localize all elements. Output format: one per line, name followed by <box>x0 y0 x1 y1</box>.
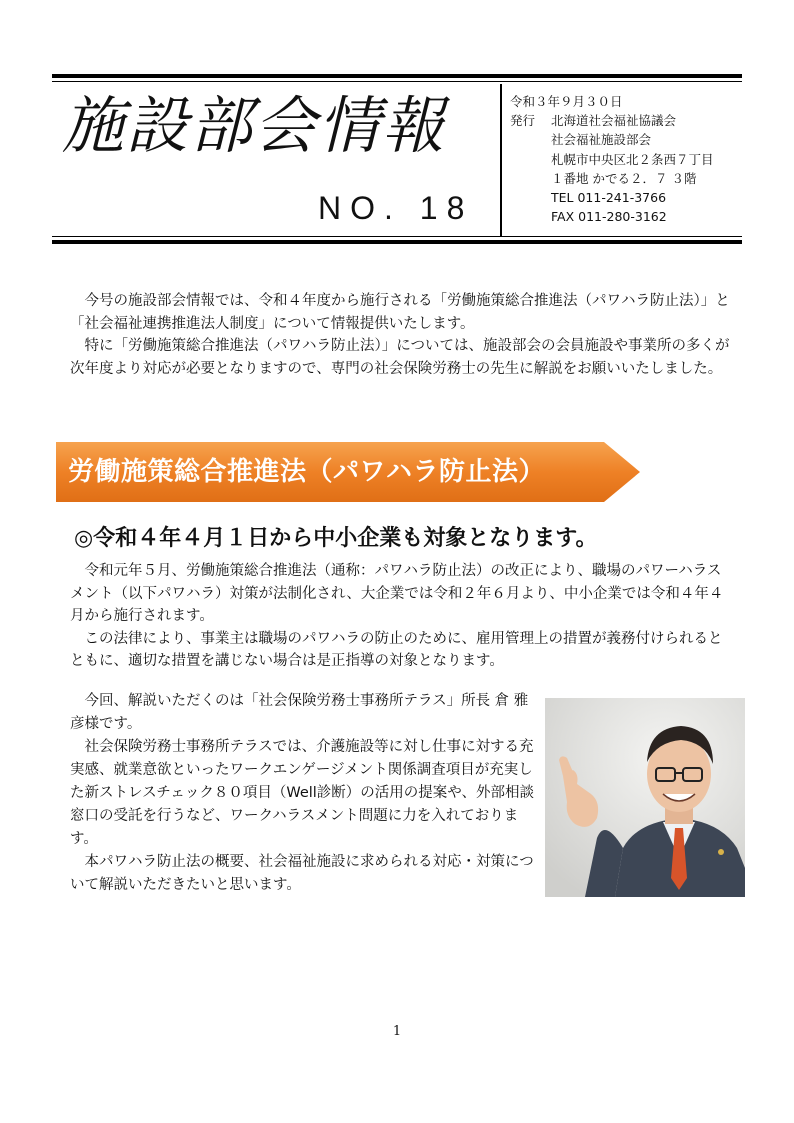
lead-paragraph: 特に「労働施策総合推進法（パワハラ防止法）」については、施設部会の会員施設や事業所の多くが次年度より対応が必要となりますので、専門の社会保険労務士の先生に解説をお願いいたしました。 <box>70 338 730 377</box>
publisher-line-1 <box>510 111 714 130</box>
publisher-tel: TEL 011-241-3766 <box>551 190 667 206</box>
page-number: 1 <box>392 1024 402 1039</box>
publisher-block <box>510 92 714 226</box>
speaker-intro <box>70 690 540 897</box>
speaker-photo <box>545 698 745 897</box>
intro-paragraph: 社会保険労務士事務所テラスでは、介護施設等に対し仕事に対する充実感、就業意欲といったワークエンゲージメント関係調査項目が充実した新ストレスチェック８０項目（Well診断）の活用の提案や、外部相談窓口の受託を行うなど、ワークハラスメント問題に力を入れております。 <box>70 739 535 847</box>
intro-paragraph: 本パワハラ防止法の概要、社会福祉施設に求められる対応・対策について解説いただきたいと思います。 <box>70 854 534 893</box>
intro-paragraph: 今回、解説いただくのは「社会保険労務士事務所テラス」所長 倉 雅彦様です。 <box>70 693 529 732</box>
publisher-fax: FAX 011-280-3162 <box>551 209 667 225</box>
newsletter-title: 施設部会情報 <box>62 89 447 162</box>
publish-date: 令和３年９月３０日 <box>510 94 623 109</box>
publisher-line-2: 社会福祉施設部会 <box>551 132 652 148</box>
section-paragraph: この法律により、事業主は職場のパワハラの防止のために、雇用管理上の措置が義務付けられるとともに、適切な措置を講じない場合は是正指導の対象となります。 <box>70 630 723 670</box>
publisher-line-3: 札幌市中央区北２条西７丁目 <box>551 151 714 167</box>
section-paragraph: 令和元年５月、労働施策総合推進法（通称：パワハラ防止法）の改正により、職場のパワーハラスメント（以下パワハラ）対策が法制化され、大企業では令和２年６月より、中小企業では令和４年４月から施行されます。 <box>70 563 724 625</box>
section-banner <box>56 440 640 504</box>
masthead-bottom-rule-thin <box>52 236 742 237</box>
lead-paragraph: 今号の施設部会情報では、令和４年度から施行される「労働施策総合推進法（パワハラ防止法）」と「社会福祉連携推進法人制度」について情報提供いたします。 <box>70 293 730 332</box>
issue-number: NO. 18 <box>318 190 474 226</box>
lead-text <box>70 290 730 380</box>
section-body <box>70 560 730 673</box>
issuer-label: 発行 <box>510 113 536 129</box>
section-subheading: ◎令和４年４月１日から中小企業も対象となります。 <box>74 526 598 551</box>
publisher-name: 北海道社会福祉協議会 <box>551 113 677 129</box>
masthead-top-rule <box>52 74 742 78</box>
masthead-bottom-rule <box>52 240 742 244</box>
section-banner-title: 労働施策総合推進法（パワハラ防止法） <box>68 457 546 487</box>
masthead-divider <box>500 84 502 236</box>
masthead-top-rule-thin <box>52 81 742 82</box>
publisher-line-4: １番地 かでる２．７ ３階 <box>551 170 697 186</box>
